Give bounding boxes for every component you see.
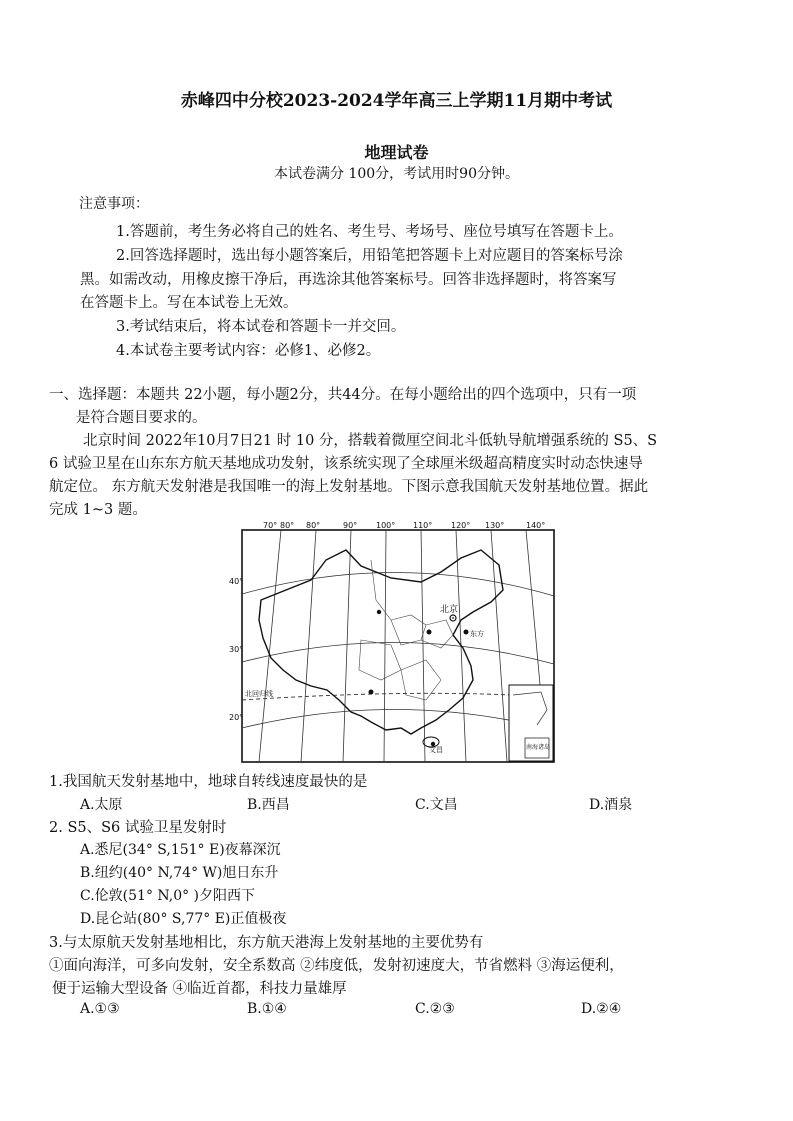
dongfang-label: 东方 [470,630,484,638]
inset-label: 南海诸岛 [526,744,551,751]
lon-label: 80° [306,521,321,530]
lon-label: 120° [451,521,471,530]
lon-label: 70° [263,521,278,530]
taiyuan-marker [427,630,432,635]
question-2-stem: 2. S5、S6 试验卫星发射时 [49,820,227,836]
tropic-label: 北回归线 [245,690,273,698]
notes-heading: 注意事项： [79,196,149,212]
q2-option-c[interactable]: C.伦敦(51° N,0° )夕阳西下 [80,888,256,904]
question-3-statements-line-2: 便于运输大型设备 ④临近首都，科技力量雄厚 [52,981,347,997]
q2-option-a[interactable]: A.悉尼(34° S,151° E)夜幕深沉 [80,842,281,858]
q3-option-b[interactable]: B.①④ [247,1001,287,1017]
section-heading-line-2: 是符合题目要求的。 [76,410,207,426]
q3-option-a[interactable]: A.①③ [80,1001,120,1017]
beijing-label: 北京 [440,605,459,615]
note-2-line-3: 在答题卡上。写在本试卷上无效。 [80,295,298,311]
note-1: 1.答题前，考生务必将自己的姓名、考生号、考场号、座位号填写在答题卡上。 [116,224,623,240]
jiuquan-marker [377,610,381,614]
dongfang-marker [464,630,469,635]
note-4: 4.本试卷主要考试内容：必修1、必修2。 [116,343,381,359]
q2-option-d[interactable]: D.昆仑站(80° S,77° E)正值极夜 [80,911,287,927]
lon-label: 110° [413,521,433,530]
q2-option-b[interactable]: B.纽约(40° N,74° W)旭日东升 [80,865,279,881]
q1-option-a[interactable]: A.太原 [80,797,123,813]
lat-label: 40° [229,577,244,586]
note-2-line-1: 2.回答选择题时，选出每小题答案后，用铅笔把答题卡上对应题目的答案标号涂 [116,248,623,264]
wenchang-label: 文昌 [429,746,443,754]
exam-title: 赤峰四中分校2023-2024学年高三上学期11月期中考试 [180,91,613,111]
beijing-center [452,617,454,619]
subject-title: 地理试卷 [364,143,429,162]
lat-label: 20° [229,713,244,722]
q3-option-c[interactable]: C.②③ [415,1001,455,1017]
section-heading-line-1: 一、选择题：本题共 22小题，每小题2分，共44分。在每小题给出的四个选项中，只有一项 [49,387,637,403]
map-border [242,530,554,762]
note-3: 3.考试结束后，将本试卷和答题卡一并交回。 [116,319,406,335]
q1-option-b[interactable]: B.西昌 [247,797,290,813]
xichang-marker [369,690,374,695]
launch-base-map [229,520,555,764]
exam-info: 本试卷满分 100分，考试用时90分钟。 [274,166,519,182]
passage-line-1: 北京时间 2022年10月7日21 时 10 分，搭载着微厘空间北斗低轨导航增强系统的 S5、S [83,433,658,449]
passage-line-3: 航定位。 东方航天发射港是我国唯一的海上发射基地。下图示意我国航天发射基地位置。据此 [49,479,649,495]
passage-line-2: 6 试验卫星在山东东方航天基地成功发射，该系统实现了全球厘米级超高精度实时动态快速导 [49,456,643,472]
lon-label: 90° [343,521,358,530]
question-3-stem: 3.与太原航天发射基地相比，东方航天港海上发射基地的主要优势有 [49,935,484,951]
lon-label: 140° [526,521,546,530]
passage-line-4: 完成 1~3 题。 [49,502,147,518]
note-2-line-2: 黑。如需改动，用橡皮擦干净后，再选涂其他答案标号。回答非选择题时，将答案写 [80,272,617,288]
q1-option-c[interactable]: C.文昌 [415,797,458,813]
lon-label: 130° [485,521,505,530]
question-3-statements-line-1: ①面向海洋，可多向发射，安全系数高 ②纬度低，发射初速度大，节省燃料 ③海运便利， [49,958,624,974]
lon-label: 100° [376,521,396,530]
lat-label: 30° [229,645,244,654]
question-1-stem: 1.我国航天发射基地中，地球自转线速度最快的是 [49,774,368,790]
q1-option-d[interactable]: D.酒泉 [589,797,633,813]
q3-option-d[interactable]: D.②④ [581,1001,622,1017]
lon-label: 80° [280,521,295,530]
